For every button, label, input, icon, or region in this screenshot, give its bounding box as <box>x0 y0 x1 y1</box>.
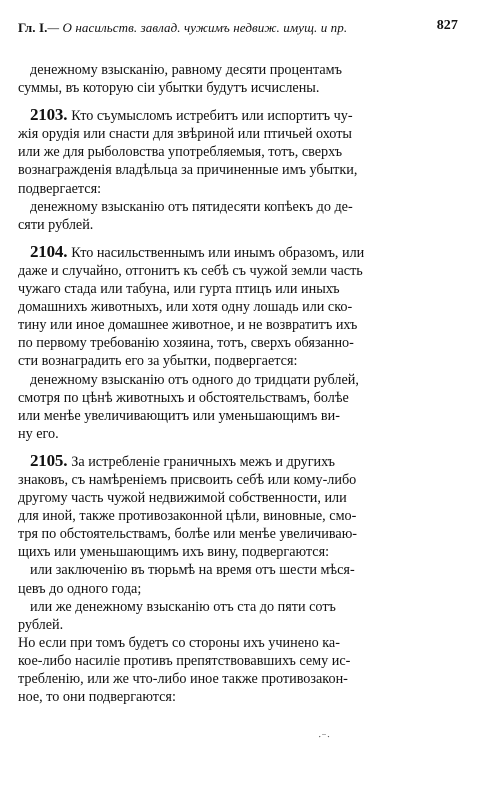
text-line: знаковъ, съ намѣреніемъ присвоить себѣ или кому-либо <box>18 471 357 488</box>
text-line: денежному взысканію, равному десяти процентамъ <box>30 62 342 78</box>
penalty-line: ну его. <box>18 425 59 442</box>
penalty-line: рублей. <box>18 616 64 633</box>
text-line: суммы, въ которую сіи убытки будутъ исчислены. <box>18 80 320 97</box>
text-line: домашнихъ животныхъ, или хотя одну лошадь или ско- <box>18 299 353 316</box>
penalty-line: цевъ до одного года; <box>18 580 142 597</box>
article-number: 2105. <box>30 451 68 470</box>
page-number: 827 <box>436 18 458 33</box>
article-2104 <box>18 243 458 443</box>
printer-mark: ⋅⁻⋅ <box>318 732 331 743</box>
text-line: Кто насильственнымъ или инымъ образомъ, или <box>71 244 365 261</box>
text-line: другому часть чужой недвижимой собственности, или <box>18 490 347 507</box>
text-line: вознагражденія владѣльца за причиненные имъ убытки, <box>18 162 358 179</box>
penalty-line: или менѣе увеличивающитъ или уменьшающимъ ви- <box>18 407 340 424</box>
penalty-line: денежному взысканію отъ пятидесяти копѣекъ до де- <box>30 198 353 215</box>
article-2103 <box>18 106 458 234</box>
text-line: даже и случайно, отгонитъ къ себѣ съ чужой земли часть <box>18 262 363 279</box>
text-line: щихъ или уменьшающимъ ихъ вину, подвергаются: <box>18 544 330 561</box>
penalty-line: смотря по цѣнѣ животныхъ и обстоятельствамъ, болѣе <box>18 389 349 406</box>
text-line: для иной, также противозаконной цѣли, виновные, смо- <box>18 508 357 525</box>
text-line: Кто съумысломъ истребитъ или испортитъ чу- <box>71 108 353 125</box>
text-line: тину или иное домашнее животное, и не возвратитъ ихъ <box>18 317 358 334</box>
penalty-line: или заключенію въ тюрьмѣ на время отъ шести мѣся- <box>30 562 355 579</box>
text-line: чужаго стада или табуна, или гурта птицъ или иныхъ <box>18 281 340 298</box>
text-line: ное, то они подвергаются: <box>18 689 176 706</box>
text-line: кое-либо насиліе противъ препятствовавшихъ сему ис- <box>18 652 351 669</box>
article-number: 2104. <box>30 242 68 261</box>
text-line: тря по обстоятельствамъ, болѣе или менѣе увеличиваю- <box>18 526 358 543</box>
text-line: Но если при томъ будетъ со стороны ихъ учинено ка- <box>18 634 340 651</box>
text-line: подвергается: <box>18 180 102 197</box>
chapter-label: Гл. I. <box>18 20 48 35</box>
penalty-line: сяти рублей. <box>18 216 94 233</box>
penalty-line: или же денежному взысканію отъ ста до пяти сотъ <box>30 598 336 615</box>
text-line: жія орудія или снасти для звѣриной или птичьей охоты <box>18 126 352 143</box>
page-body <box>18 61 458 706</box>
penalty-line: денежному взысканію отъ одного до тридцати рублей, <box>30 371 359 388</box>
paragraph-continued <box>18 61 458 97</box>
book-page <box>18 14 458 780</box>
article-number: 2103. <box>30 106 68 125</box>
running-head-title <box>18 20 347 36</box>
article-2105 <box>18 452 458 706</box>
running-head <box>18 14 458 38</box>
text-line: или же для рыболовства употребляемыя, тотъ, сверхъ <box>18 144 343 161</box>
chapter-title: — О насильств. завлад. чужимъ недвиж. имущ. и пр. <box>47 20 348 35</box>
text-line: требленію, или же что-либо иное также противозакон- <box>18 671 348 687</box>
text-line: по первому требованію хозяина, тотъ, сверхъ обязанно- <box>18 335 354 352</box>
text-line: За истребленіе граничныхъ межъ и другихъ <box>71 453 336 470</box>
text-line: сти вознаградить его за убытки, подвергается: <box>18 353 298 370</box>
